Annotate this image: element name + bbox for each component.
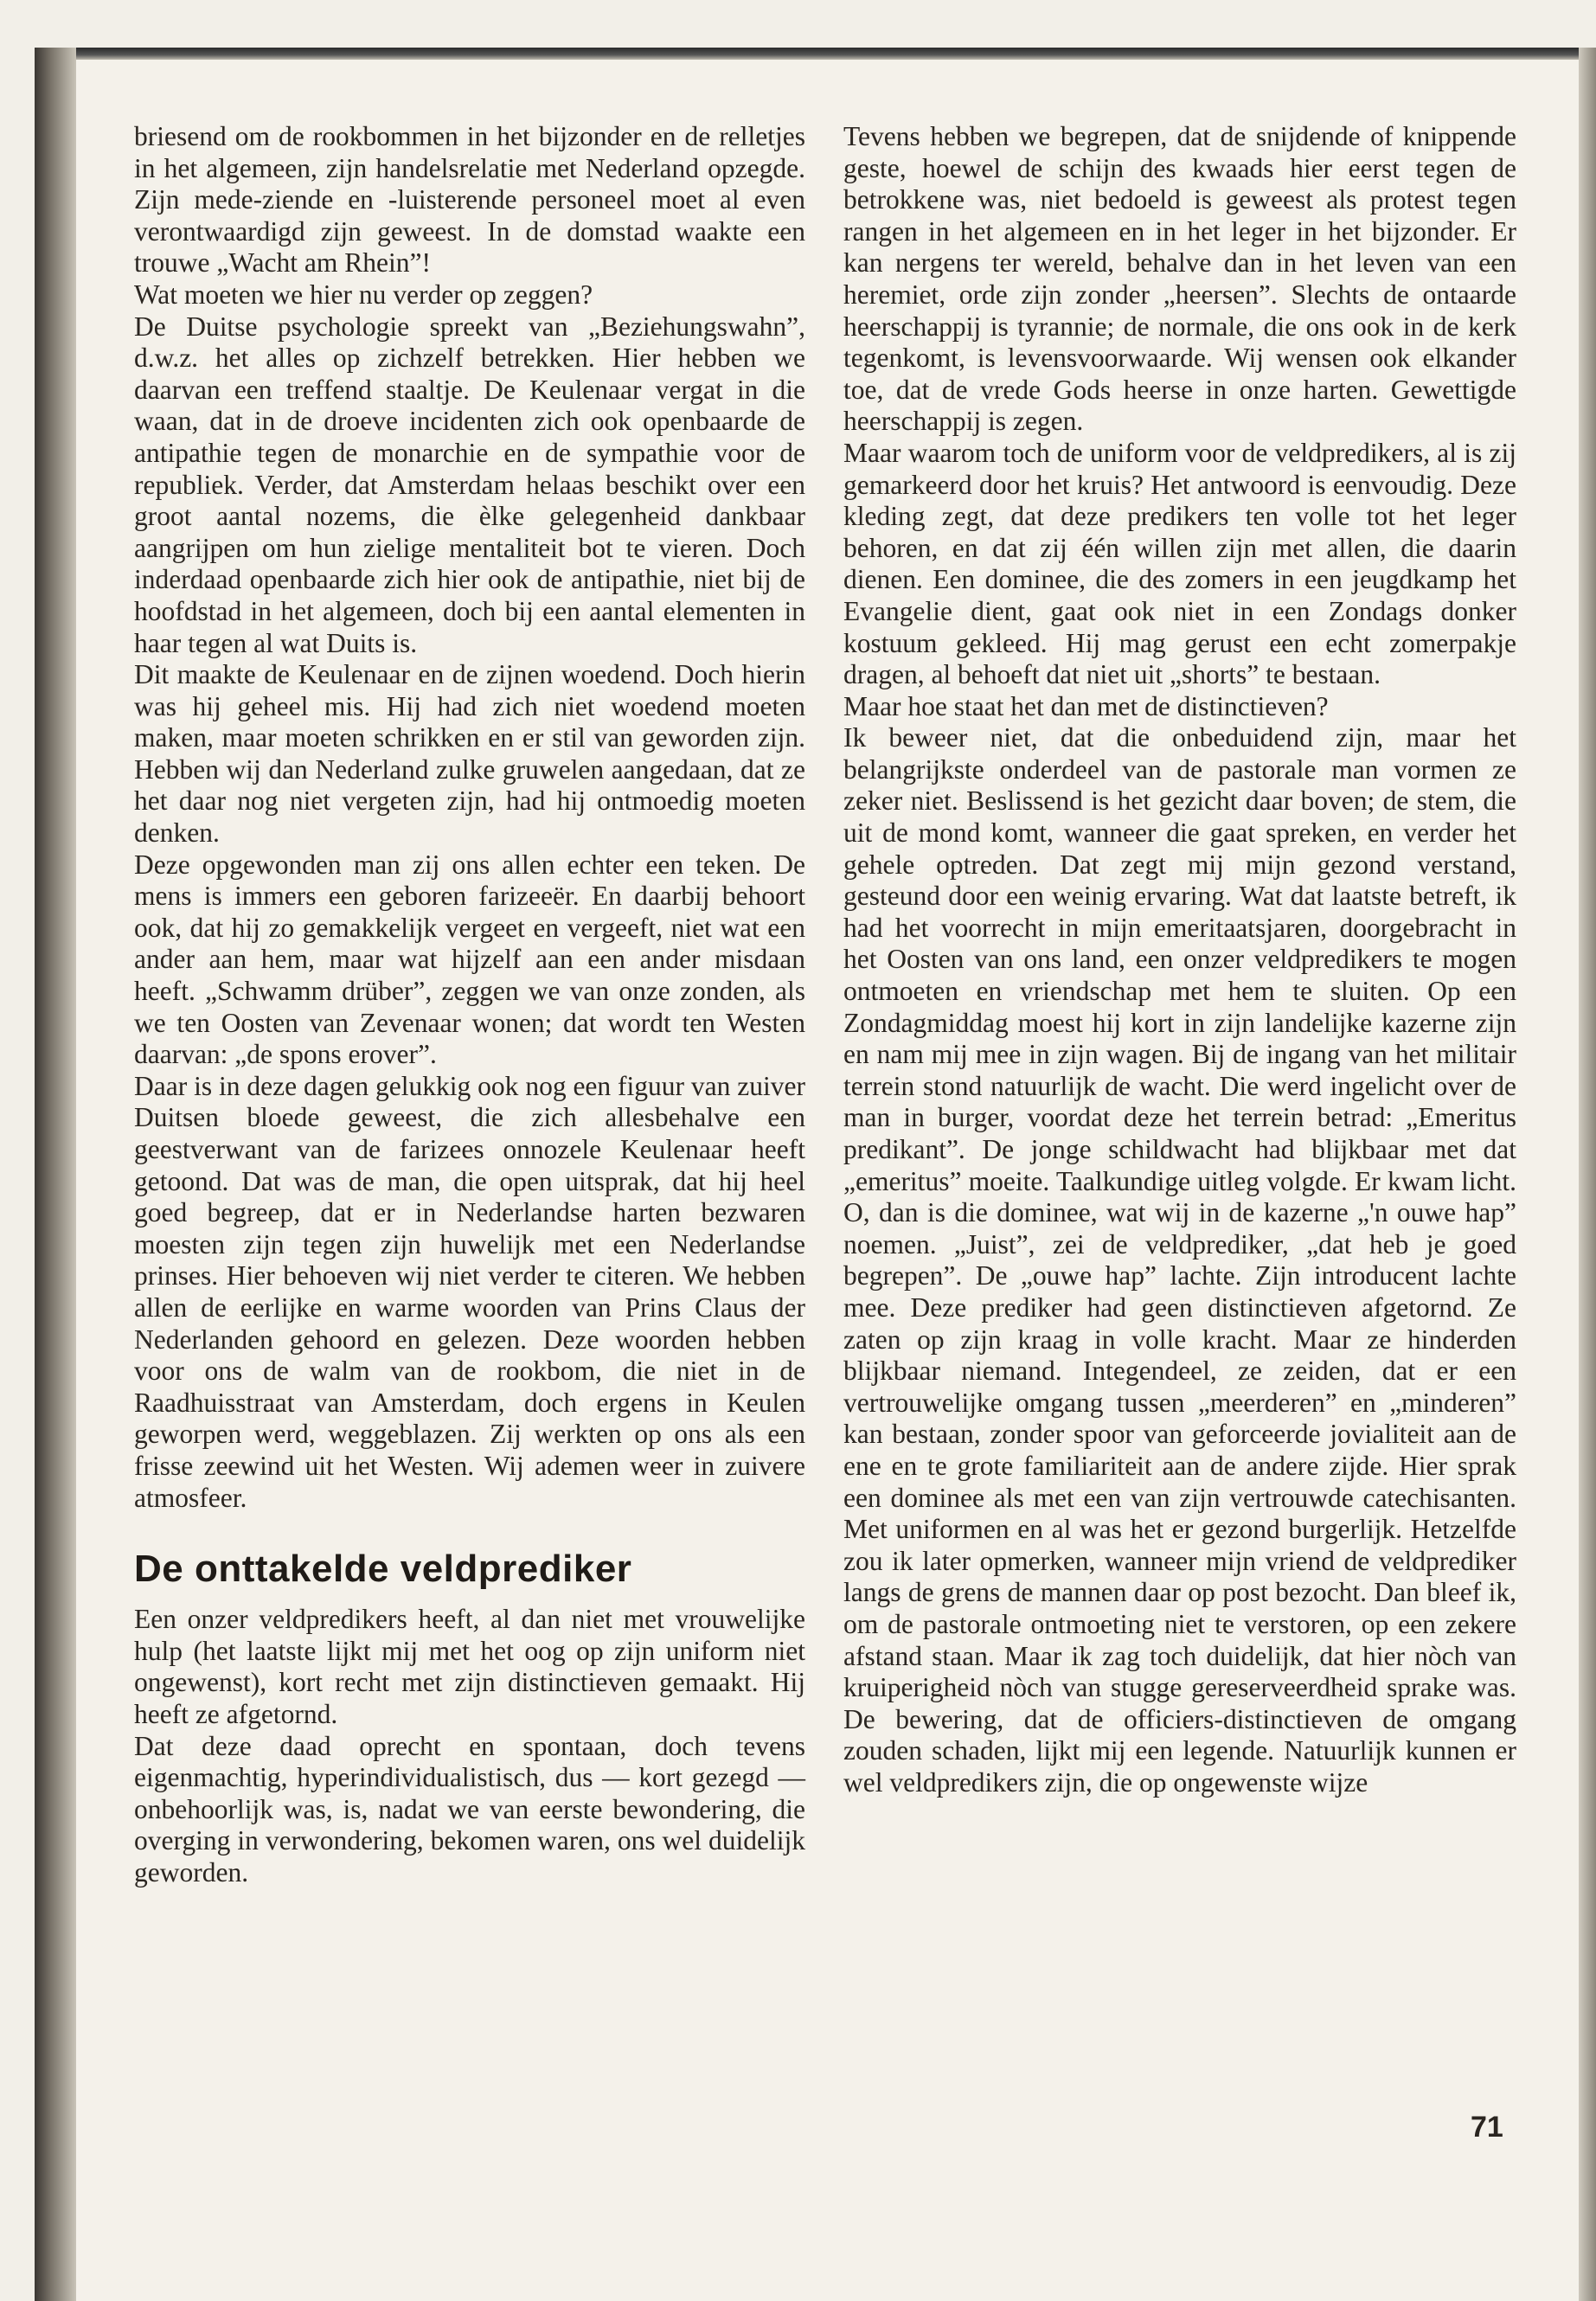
paragraph: Wat moeten we hier nu verder op zeggen?	[134, 279, 593, 310]
paragraph: De Duitse psychologie spreekt van „Beziehungswahn”, d.w.z. het alles op zichzelf betrekken. Hier hebben we daarvan een treffend staaltje. De Keulenaar vergat in die waan, dat in de droeve incidenten zich ook openbaarde de antipathie tegen de monarchie en de sympathie voor de republiek. Verder, dat Amsterdam helaas beschikt over een groot aantal nozems, die èlke gelegenheid dankbaar aangrijpen om hun zielige mentaliteit bot te vieren. Doch inderdaad openbaarde zich hier ook de antipathie, niet bij de hoofdstad in het algemeen, doch bij een aantal elementen in haar tegen al wat Duits is.	[134, 311, 805, 658]
left-column	[134, 121, 805, 1888]
page-top-shadow	[35, 48, 1596, 60]
right-column	[843, 121, 1516, 1798]
paragraph: Deze opgewonden man zij ons allen echter een teken. De mens is immers een geboren farizeeër. En daarbij behoort ook, dat hij zo gemakkelijk vergeet en vergeeft, niet wat een ander aan hem, maar wat hijzelf aan een ander misdaan heeft. „Schwamm drüber”, zeggen we van onze zonden, als we ten Oosten van Zevenaar wonen; dat wordt ten Westen daarvan: „de spons erover”.	[134, 849, 805, 1070]
page-number: 71	[1471, 2111, 1503, 2144]
paragraph: briesend om de rookbommen in het bijzonder en de relletjes in het algemeen, zijn handelsrelatie met Nederland opzegde. Zijn mede-ziende en -luisterende personeel moet al even verontwaardigd zijn geweest. In de domstad waakte een trouwe „Wacht am Rhein”!	[134, 121, 805, 279]
paragraph: Ik beweer niet, dat die onbeduidend zijn, maar het belangrijkste onderdeel van de pastorale man vormen ze zeker niet. Beslissend is het gezicht daar boven; de stem, die uit de mond komt, wanneer die gaat spreken, en verder het gehele optreden. Dat zegt mij mijn gezond verstand, gesteund door een weinig ervaring. Wat dat laatste betreft, ik had het voorrecht in mijn emeritaatsjaren, doorgebracht in het Oosten van ons land, een onzer veldpredikers te mogen ontmoeten en vriendschap met hem te sluiten. Op een Zondagmiddag moest hij kort in zijn landelijke kazerne zijn en nam mij mee in zijn wagen. Bij de ingang van het militair terrein stond natuurlijk de wacht. Die werd ingelicht over de man in burger, voordat deze het terrein betrad: „Emeritus predikant”. De jonge schildwacht had blijkbaar met dat „emeritus” moeite. Taalkundige uitleg volgde. Er kwam licht. O, dan is die dominee, wat wij in de kazerne „'n ouwe hap” noemen. „Juist”, zei de veldprediker, „dat heb je goed begrepen”. De „ouwe hap” lachte. Zijn introducent lachte mee. Deze prediker had geen distinctieven afgetornd. Ze zaten op zijn kraag in volle kracht. Maar ze hinderden blijkbaar niemand. Integendeel, ze zeiden, dat er een vertrouwelijke omgang tussen „meerderen” en „minderen” kan bestaan, zonder spoor van geforceerde jovialiteit aan de ene en te grote familiariteit aan de andere zijde. Hier sprak een dominee als met een van zijn vertrouwde catechisanten. Met uniformen en al was het er gezond burgerlijk. Hetzelfde zou ik later opmerken, wanneer mijn vriend de veldprediker langs de grens de mannen daar op post bezocht. Dan bleef ik, om de pastorale ontmoeting niet te verstoren, op een zekere afstand staan. Maar ik zag toch duidelijk, dat hier nòch van kruiperigheid nòch van stugge gereserveerdheid sprake was. De bewering, dat de officiers-distinctieven de omgang zouden schaden, lijkt mij een legende. Natuurlijk kunnen er wel veldpredikers zijn, die op ongewenste wijze	[843, 722, 1516, 1798]
paragraph: Maar waarom toch de uniform voor de veldpredikers, al is zij gemarkeerd door het kruis? Het antwoord is eenvoudig. Deze kleding zegt, dat deze predikers ten volle tot het leger behoren, en dat zij één willen zijn met allen, die daarin dienen. Een dominee, die des zomers in een jeugdkamp het Evangelie dient, gaat ook niet in een Zondags donker kostuum gekleed. Hij mag gerust een echt zomerpakje dragen, al behoeft dat niet uit „shorts” te bestaan.	[843, 437, 1516, 690]
paragraph: Dat deze daad oprecht en spontaan, doch tevens eigenmachtig, hyperindividualistisch, dus — kort gezegd — onbehoorlijk was, is, nadat we van eerste bewondering, die overging in verwondering, bekomen waren, ons wel duidelijk geworden.	[134, 1730, 805, 1888]
page-right-edge	[1579, 48, 1596, 2301]
paragraph: Maar hoe staat het dan met de distinctieven?	[843, 690, 1329, 721]
section-heading: De onttakelde veldprediker	[134, 1548, 632, 1591]
paragraph: Tevens hebben we begrepen, dat de snijdende of knippende geste, hoewel de schijn des kwaads hier eerst tegen de betrokkene was, niet bedoeld is geweest als protest tegen rangen in het algemeen en in het leger in het bijzonder. Er kan nergens ter wereld, behalve dan in het leven van een heremiet, orde zijn zonder „heersen”. Slechts de ontaarde heerschappij is tyrannie; de normale, die ons ook in de kerk tegenkomt, is levensvoorwaarde. Wij wensen ook elkander toe, dat de vrede Gods heerse in onze harten. Gewettigde heerschappij is zegen.	[843, 121, 1516, 437]
paragraph: Dit maakte de Keulenaar en de zijnen woedend. Doch hierin was hij geheel mis. Hij had zich niet woedend moeten maken, maar moeten schrikken en er stil van geworden zijn. Hebben wij dan Nederland zulke gruwelen aangedaan, dat ze het daar nog niet vergeten zijn, had hij ontmoedig moeten denken.	[134, 659, 805, 849]
paragraph: Een onzer veldpredikers heeft, al dan niet met vrouwelijke hulp (het laatste lijkt mij met het oog op zijn uniform niet ongewenst), kort recht met zijn distinctieven gemaakt. Hij heeft ze afgetornd.	[134, 1604, 805, 1729]
book-spine-shadow	[35, 48, 76, 2301]
paragraph: Daar is in deze dagen gelukkig ook nog een figuur van zuiver Duitsen bloede geweest, die zich allesbehalve een geestverwant van de farizees onnozele Keulenaar heeft getoond. Dat was de man, die open uitsprak, dat hij heel goed begreep, dat er in Nederlandse harten bezwaren moesten zijn tegen zijn huwelijk met een Nederlandse prinses. Hier behoeven wij niet verder te citeren. We hebben allen de eerlijke en warme woorden van Prins Claus der Nederlanden gehoord en gelezen. Deze woorden hebben voor ons de walm van de rookbom, die niet in de Raadhuisstraat van Amsterdam, doch ergens in Keulen geworpen werd, weggeblazen. Zij werkten op ons als een frisse zeewind uit het Westen. Wij ademen weer in zuivere atmosfeer.	[134, 1070, 805, 1513]
